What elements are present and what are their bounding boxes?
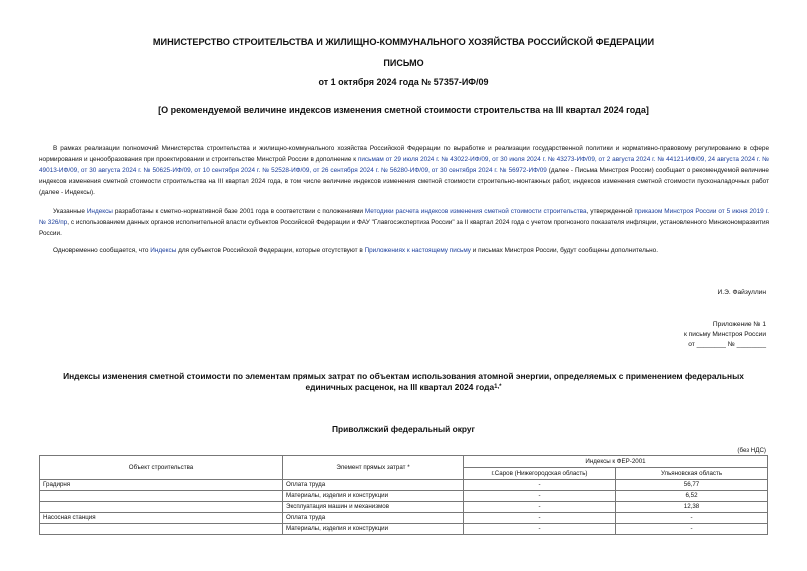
header-index: Индексы к ФЕР-2001 [464, 456, 768, 468]
paragraph-2-text-a: Указанные [53, 208, 87, 215]
order-link[interactable]: приказом Минстроя России от 5 июня 2019 г. № 326/пр [39, 208, 769, 226]
cell-element: Материалы, изделия и конструкции [283, 491, 464, 502]
cell-element: Материалы, изделия и конструкции [283, 524, 464, 535]
document-type: ПИСЬМО [383, 58, 424, 68]
cell-value-ulyanovsk: 12,38 [616, 502, 768, 513]
paragraph-2 [39, 206, 769, 239]
section-title [40, 371, 767, 393]
indexes-link[interactable]: Индексы [86, 208, 113, 215]
appendices-link[interactable]: Приложениях к настоящему письму [364, 247, 471, 254]
header-element: Элемент прямых затрат * [283, 456, 464, 480]
signer-name: И.Э. Файзуллин [717, 289, 766, 296]
header-region-sarov: г.Саров (Нижегородская область) [464, 468, 616, 480]
indexes-link-2[interactable]: Индексы [150, 247, 177, 254]
section-title-text: Индексы изменения сметной стоимости по элементам прямых затрат по объектам использования атомной энергии, определяемых с применением федеральных единичных расценок, на III квартал 2024 года [63, 371, 744, 392]
paragraph-1 [39, 143, 769, 198]
cell-value-ulyanovsk: 56,77 [616, 480, 768, 491]
appendix-line-2: к письму Минстроя России [683, 331, 766, 338]
paragraph-1-text-b: (далее - Письма Минстроя России) сообщает о рекомендуемой величине индексов изменения сметной стоимости строительства на III квартал 2024 года, в том числе величине индексов изменения сметной стоимости строительно-монтажных работ, индексов изменения сметной стоимости пусконаладочных работ (далее - Индексы). [39, 167, 769, 196]
ministry-title: МИНИСТЕРСТВО СТРОИТЕЛЬСТВА И ЖИЛИЩНО-КОММУНАЛЬНОГО ХОЗЯЙСТВА РОССИЙСКОЙ ФЕДЕРАЦИИ [152, 37, 655, 47]
cell-element: Эксплуатация машин и механизмов [283, 502, 464, 513]
cell-object [40, 491, 283, 502]
cell-object: Насосная станция [40, 513, 283, 524]
table-header-row [40, 456, 768, 468]
appendix-header [684, 320, 766, 350]
paragraph-3-text-b: для субъектов Российской Федерации, которые отсутствуют в [176, 247, 365, 254]
cell-object [40, 502, 283, 513]
index-table [39, 455, 768, 535]
table-row [40, 524, 768, 535]
paragraph-3 [39, 245, 769, 256]
cell-object [40, 524, 283, 535]
cell-object: Градирня [40, 480, 283, 491]
document-subject: [О рекомендуемой величине индексов изменения сметной стоимости строительства на III квартал 2024 года] [158, 105, 649, 115]
document-date-number: от 1 октября 2024 года № 57357-ИФ/09 [318, 77, 489, 87]
cell-value-ulyanovsk: - [616, 524, 768, 535]
vat-note: (без НДС) [737, 447, 766, 454]
cell-value-sarov: - [464, 480, 616, 491]
table-row [40, 491, 768, 502]
paragraph-2-text-c: , утвержденной [586, 208, 635, 215]
cell-value-sarov: - [464, 513, 616, 524]
paragraph-1-text-a: В рамках реализации полномочий Министерства строительства и жилищно-коммунального хозяйства Российской Федерации по выработке и реализации государственной политики и нормативно-правовому регулированию в сфере нормирования и ценообразования при проектировании и строительстве Минстрой России в дополнение к [39, 145, 769, 163]
table-row [40, 480, 768, 491]
cell-value-ulyanovsk: 6,52 [616, 491, 768, 502]
cell-value-ulyanovsk: - [616, 513, 768, 524]
cell-element: Оплата труда [283, 513, 464, 524]
letters-link[interactable]: письмам от 29 июля 2024 г. № 43022-ИФ/09, от 30 июля 2024 г. № 43273-ИФ/09, от 2 августа 2024 г. № 44121-ИФ/09, 24 августа 2024 г. № 49013-ИФ/09, от 30 августа 2024 г. № 50625-ИФ/09, от 10 сентября 2024 г. № 52528-ИФ/09, от 26 сентября 2024 г. № 56280-ИФ/09, от 30 сентября 2024 г. № 56972-ИФ/09 [39, 156, 769, 174]
cell-value-sarov: - [464, 491, 616, 502]
paragraph-2-text-d: , с использованием данных органов исполнительной власти субъектов Российской Федерации и ФАУ "Главгосэкспертиза России" за II квартал 2024 года с учетом прогнозного показателя инфляции, установленного Минэкономразвития России. [39, 219, 769, 237]
table-row [40, 502, 768, 513]
appendix-line-1: Приложение № 1 [712, 321, 766, 328]
cell-value-sarov: - [464, 524, 616, 535]
header-object: Объект строительства [40, 456, 283, 480]
methodology-link[interactable]: Методики расчета индексов изменения сметной стоимости строительства [364, 208, 587, 215]
cell-element: Оплата труда [283, 480, 464, 491]
table-row [40, 513, 768, 524]
paragraph-2-text-b: разработаны к сметно-нормативной базе 2001 года в соответствии с положениями [112, 208, 365, 215]
district-title: Приволжский федеральный округ [331, 424, 476, 434]
cell-value-sarov: - [464, 502, 616, 513]
appendix-line-3: от ________ № ________ [688, 341, 766, 348]
header-region-ulyanovsk: Ульяновская область [616, 468, 768, 480]
paragraph-3-text-c: и письмах Минстроя России, будут сообщены дополнительно. [471, 247, 659, 254]
section-title-marks: 1,* [494, 384, 502, 390]
paragraph-3-text-a: Одновременно сообщается, что [53, 247, 151, 254]
